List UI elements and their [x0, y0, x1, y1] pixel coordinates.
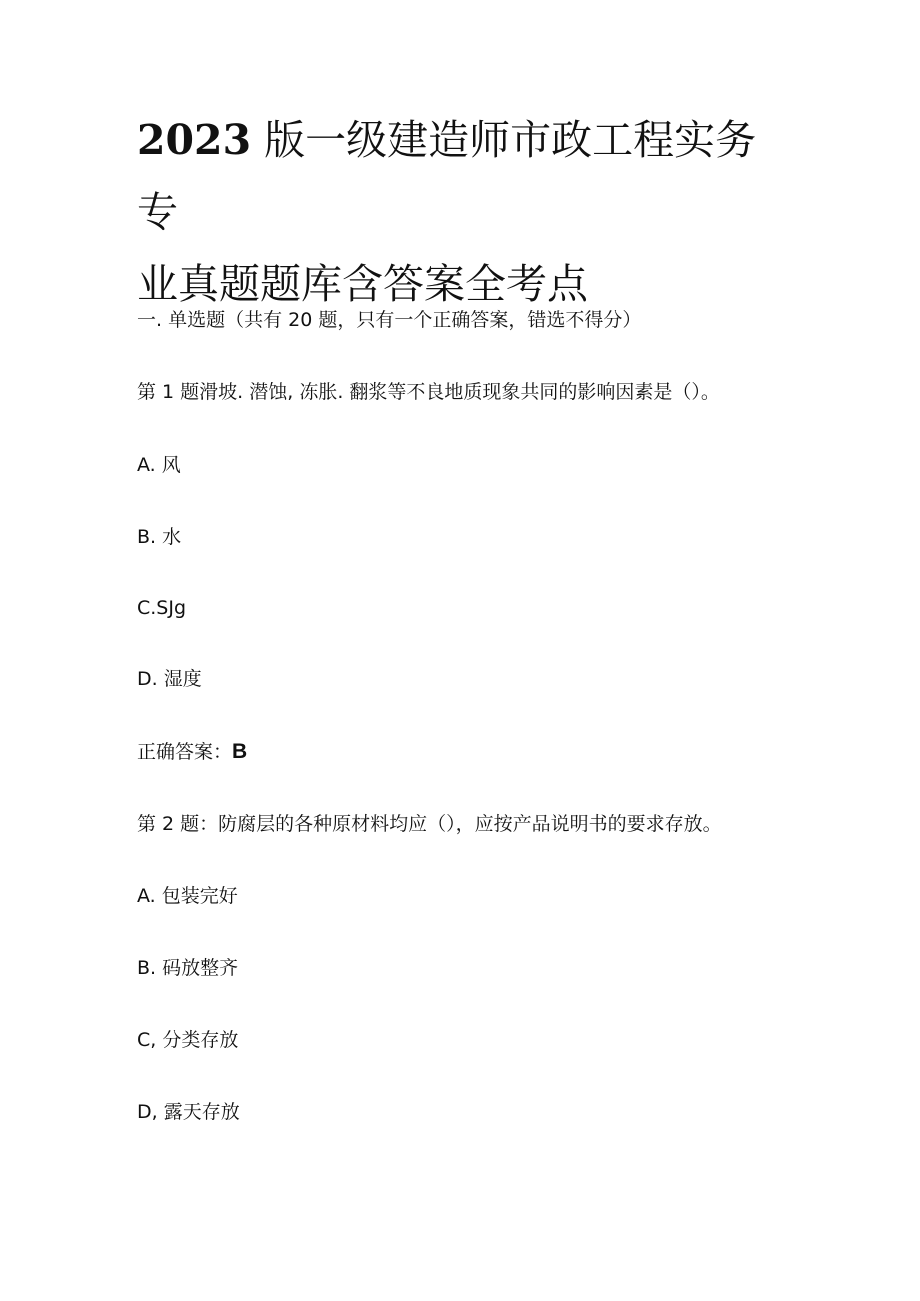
question-2-option-b: B. 码放整齐	[137, 957, 239, 979]
question-1-option-c: C.SJg	[137, 597, 187, 619]
answer-label: 正确答案：	[137, 741, 233, 763]
question-1-stem: 第 1 题滑坡. 潜蚀, 冻胀. 翻浆等不良地质现象共同的影响因素是（）。	[137, 381, 720, 403]
question-2-option-d: D, 露天存放	[137, 1101, 240, 1123]
title-line-1: 版一级建造师市政工程实务专	[137, 116, 757, 236]
title-line-2: 业真题题库含答案全考点	[137, 260, 588, 308]
question-1-option-d: D. 湿度	[137, 668, 202, 690]
question-2-option-c: C, 分类存放	[137, 1029, 239, 1051]
title-year: 2023	[137, 116, 252, 164]
document-title	[137, 104, 797, 320]
answer-value: B	[232, 740, 248, 763]
question-1-option-b: B. 水	[137, 526, 182, 548]
question-1-answer	[137, 738, 247, 766]
question-1-option-a: A. 风	[137, 454, 181, 476]
question-2-stem: 第 2 题：防腐层的各种原材料均应（），应按产品说明书的要求存放。	[137, 813, 722, 835]
question-2-option-a: A. 包装完好	[137, 885, 238, 907]
section-heading: 一. 单选题（共有 20 题，只有一个正确答案，错选不得分）	[137, 309, 642, 331]
